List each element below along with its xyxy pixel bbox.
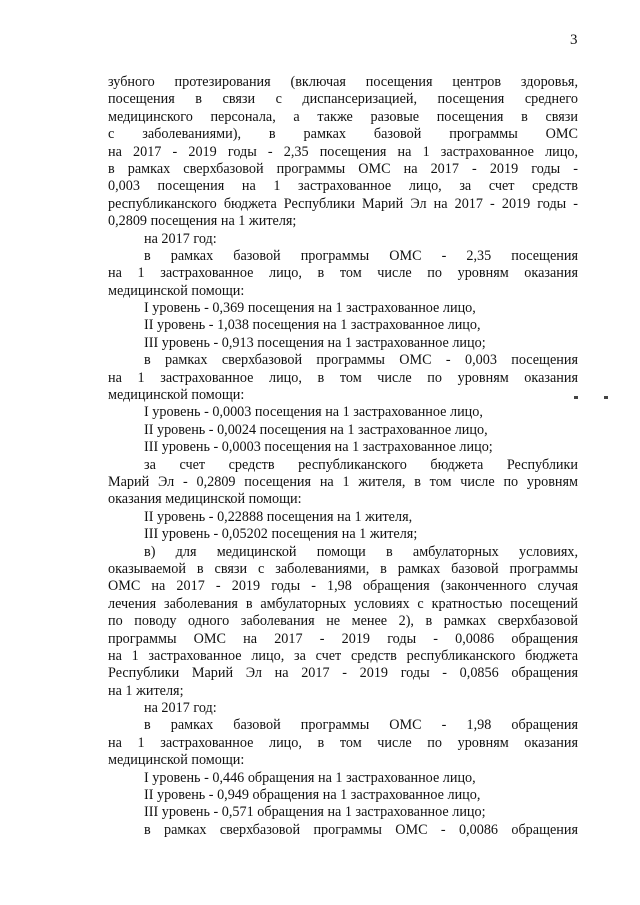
text-line: на 1 застрахованное лицо, в том числе по уровням оказания bbox=[108, 369, 578, 386]
text-line: 0,2809 посещения на 1 жителя; bbox=[108, 213, 297, 230]
text-line: республиканского бюджета Республики Марий Эл на 2017 - 2019 годы - bbox=[108, 195, 578, 212]
text-line: на 1 застрахованное лицо, в том числе по уровням оказания bbox=[108, 734, 578, 751]
scan-speck bbox=[574, 396, 578, 399]
text-line: на 2017 - 2019 годы - 2,35 посещения на 1 застрахованное лицо, bbox=[108, 143, 578, 160]
text-line: в рамках сверхбазовой программы ОМС на 2017 - 2019 годы - bbox=[108, 160, 578, 177]
text-line: программы ОМС на 2017 - 2019 годы - 0,0086 обращения bbox=[108, 630, 578, 647]
text-line: II уровень - 0,949 обращения на 1 застрахованное лицо, bbox=[144, 787, 481, 804]
text-line: II уровень - 0,22888 посещения на 1 жителя, bbox=[144, 508, 413, 525]
text-line: III уровень - 0,571 обращения на 1 застрахованное лицо; bbox=[144, 804, 486, 821]
text-line: с заболеваниями), в рамках базовой программы ОМС bbox=[108, 126, 578, 143]
text-line: за счет средств республиканского бюджета Республики bbox=[144, 456, 578, 473]
text-line: на 2017 год: bbox=[144, 230, 217, 247]
text-line: в рамках сверхбазовой программы ОМС - 0,003 посещения bbox=[144, 352, 578, 369]
text-line: в рамках сверхбазовой программы ОМС - 0,0086 обращения bbox=[144, 821, 578, 838]
text-line: в рамках базовой программы ОМС - 2,35 посещения bbox=[144, 247, 578, 264]
text-line: посещения в связи с диспансеризацией, посещения среднего bbox=[108, 91, 578, 108]
text-line: зубного протезирования (включая посещения центров здоровья, bbox=[108, 74, 578, 90]
text-line: лечения заболевания в амбулаторных условиях с кратностью посещений bbox=[108, 595, 578, 612]
text-line: на 1 застрахованное лицо, в том числе по уровням оказания bbox=[108, 265, 578, 282]
text-line: I уровень - 0,446 обращения на 1 застрахованное лицо, bbox=[144, 769, 476, 786]
text-line: медицинской помощи: bbox=[108, 282, 245, 299]
text-line: по поводу одного заболевания не менее 2), в рамках сверхбазовой bbox=[108, 613, 578, 630]
document-body bbox=[108, 74, 578, 839]
text-line: Марий Эл - 0,2809 посещения на 1 жителя, в том числе по уровням bbox=[108, 473, 578, 490]
text-line: оказания медицинской помощи: bbox=[108, 491, 302, 508]
text-line: III уровень - 0,0003 посещения на 1 застрахованное лицо; bbox=[144, 439, 493, 456]
text-line: на 1 застрахованное лицо, за счет средств республиканского бюджета bbox=[108, 647, 578, 664]
page-number: 3 bbox=[570, 32, 578, 48]
text-line: медицинской помощи: bbox=[108, 752, 245, 769]
text-line: II уровень - 1,038 посещения на 1 застрахованное лицо, bbox=[144, 317, 481, 334]
text-line: III уровень - 0,05202 посещения на 1 жителя; bbox=[144, 526, 418, 543]
text-line: I уровень - 0,369 посещения на 1 застрахованное лицо, bbox=[144, 300, 476, 317]
text-line: в) для медицинской помощи в амбулаторных условиях, bbox=[144, 543, 578, 560]
text-line: III уровень - 0,913 посещения на 1 застрахованное лицо; bbox=[144, 334, 486, 351]
text-line: на 1 жителя; bbox=[108, 682, 184, 699]
text-line: на 2017 год: bbox=[144, 700, 217, 717]
text-line: Республики Марий Эл на 2017 - 2019 годы - 0,0856 обращения bbox=[108, 665, 578, 682]
text-line: 0,003 посещения на 1 застрахованное лицо, за счет средств bbox=[108, 178, 578, 195]
text-line: I уровень - 0,0003 посещения на 1 застрахованное лицо, bbox=[144, 404, 483, 421]
text-line: медицинского персонала, а также разовые посещения в связи bbox=[108, 108, 578, 125]
text-line: медицинской помощи: bbox=[108, 387, 245, 404]
text-line: в рамках базовой программы ОМС - 1,98 обращения bbox=[144, 717, 578, 734]
text-line: оказываемой в связи с заболеваниями, в рамках базовой программы bbox=[108, 560, 578, 577]
text-line: II уровень - 0,0024 посещения на 1 застрахованное лицо, bbox=[144, 421, 488, 438]
text-line: ОМС на 2017 - 2019 годы - 1,98 обращения (законченного случая bbox=[108, 578, 578, 595]
scan-speck bbox=[604, 396, 608, 399]
